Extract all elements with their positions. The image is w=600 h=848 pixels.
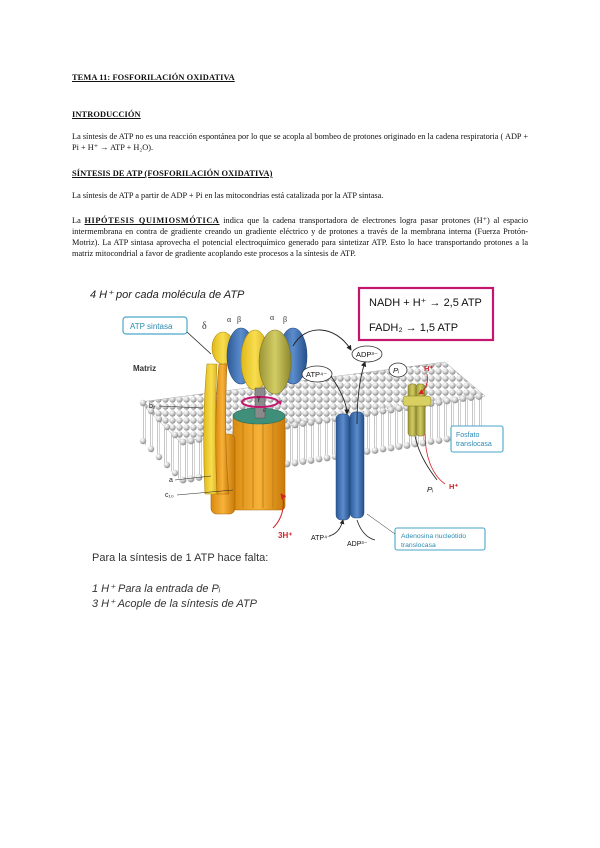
atp-synthase-figure [85, 284, 505, 552]
three-protons-label: 3H⁺ [278, 531, 293, 540]
pi-in-bubble [389, 363, 407, 377]
paragraph-body: indica que la cadena transportadora de electrones logra pasar protones (H⁺) al espacio intermembrana en contra de gradiente creando un gradiente eléctrico y de protones a través de la membrana interna (Fuerza Protón-Motriz). La ATP sintasa aprovecha el potencial electroquímico generado para sintetizar ATP. Esto lo hace transportando protones a la matriz mitocondrial a favor de gradiente acoplando este procesos a la síntesis de ATP. [72, 216, 529, 258]
proton-label-bottom: H⁺ [449, 482, 459, 491]
synthesis-paragraph: La síntesis de ATP a partir de ADP + Pi en las mitocondrias está catalizada por la ATP sintasa. [72, 191, 384, 200]
requirement-line-atp: 3 H⁺ Acople de la síntesis de ATP [92, 598, 257, 610]
section-heading-sintesis: SÍNTESIS DE ATP (FOSFORILACIÓN OXIDATIVA) [72, 169, 273, 178]
requirement-line-pi: 1 H⁺ Para la entrada de Pᵢ [92, 583, 221, 595]
nadh-yield: NADH + H⁺ → 2,5 ATP [369, 297, 482, 309]
phosphate-translocase-label: Fosfato translocasa [456, 432, 492, 448]
label-alpha-2: α [270, 313, 275, 322]
pi-in-label: Pᵢ [393, 366, 399, 375]
adenine-translocase-label: Adenosina nucleótido translocasa [401, 533, 466, 549]
atp-synthase-label: ATP sintasa [130, 322, 173, 331]
label-c10: c₁₀ [165, 492, 174, 499]
requirement-heading: Para la síntesis de 1 ATP hace falta: [92, 552, 269, 564]
chemiosmotic-paragraph [72, 215, 528, 259]
intro-paragraph: La síntesis de ATP no es una reacción espontánea por lo que se acopla al bombeo de protones originado en la cadena respiratoria ( ADP + Pi + H⁺ → ATP + H₂O). [72, 132, 528, 152]
stoichiometry-box [359, 288, 493, 340]
figure-header: 4 H⁺ por cada molécula de ATP [90, 289, 245, 301]
matrix-label: Matriz [133, 364, 157, 373]
adp-in-label: ADP³⁻ [356, 350, 378, 359]
document-title: TEMA 11: FOSFORILACIÓN OXIDATIVA [72, 73, 235, 82]
pi-bottom-label: Pᵢ [427, 485, 433, 494]
proton-label-top: H⁺ [424, 364, 434, 373]
label-epsilon: ε [263, 406, 266, 414]
label-a: a [169, 477, 173, 484]
adenine-nucleotide-translocase [336, 412, 364, 520]
label-alpha-1: α [227, 315, 232, 324]
atp-in-label: ATP⁴⁻ [306, 370, 328, 379]
fadh2-yield: FADH₂ → 1,5 ATP [369, 322, 459, 334]
atp-in-bubble [302, 366, 332, 382]
atp-synthase-callout [123, 317, 211, 354]
paragraph-prefix: La [72, 216, 81, 225]
label-b2: b₂ [149, 403, 156, 410]
label-gamma: γ [257, 393, 261, 402]
phosphate-translocase-callout [451, 426, 503, 452]
label-beta-1: β [237, 315, 242, 324]
section-heading-introduccion: INTRODUCCIÓN [72, 110, 141, 119]
atp-out-label: ATP⁴⁻ [311, 535, 331, 542]
adp-out-label: ADP³⁻ [347, 541, 368, 548]
keyword-hipotesis-quimiosmotica: HIPÓTESIS QUIMIOSMÓTICA [84, 216, 220, 225]
adenine-translocase-callout [367, 514, 485, 550]
label-delta: δ [202, 321, 207, 332]
label-beta-2: β [283, 315, 288, 324]
adp-in-bubble [352, 346, 382, 362]
